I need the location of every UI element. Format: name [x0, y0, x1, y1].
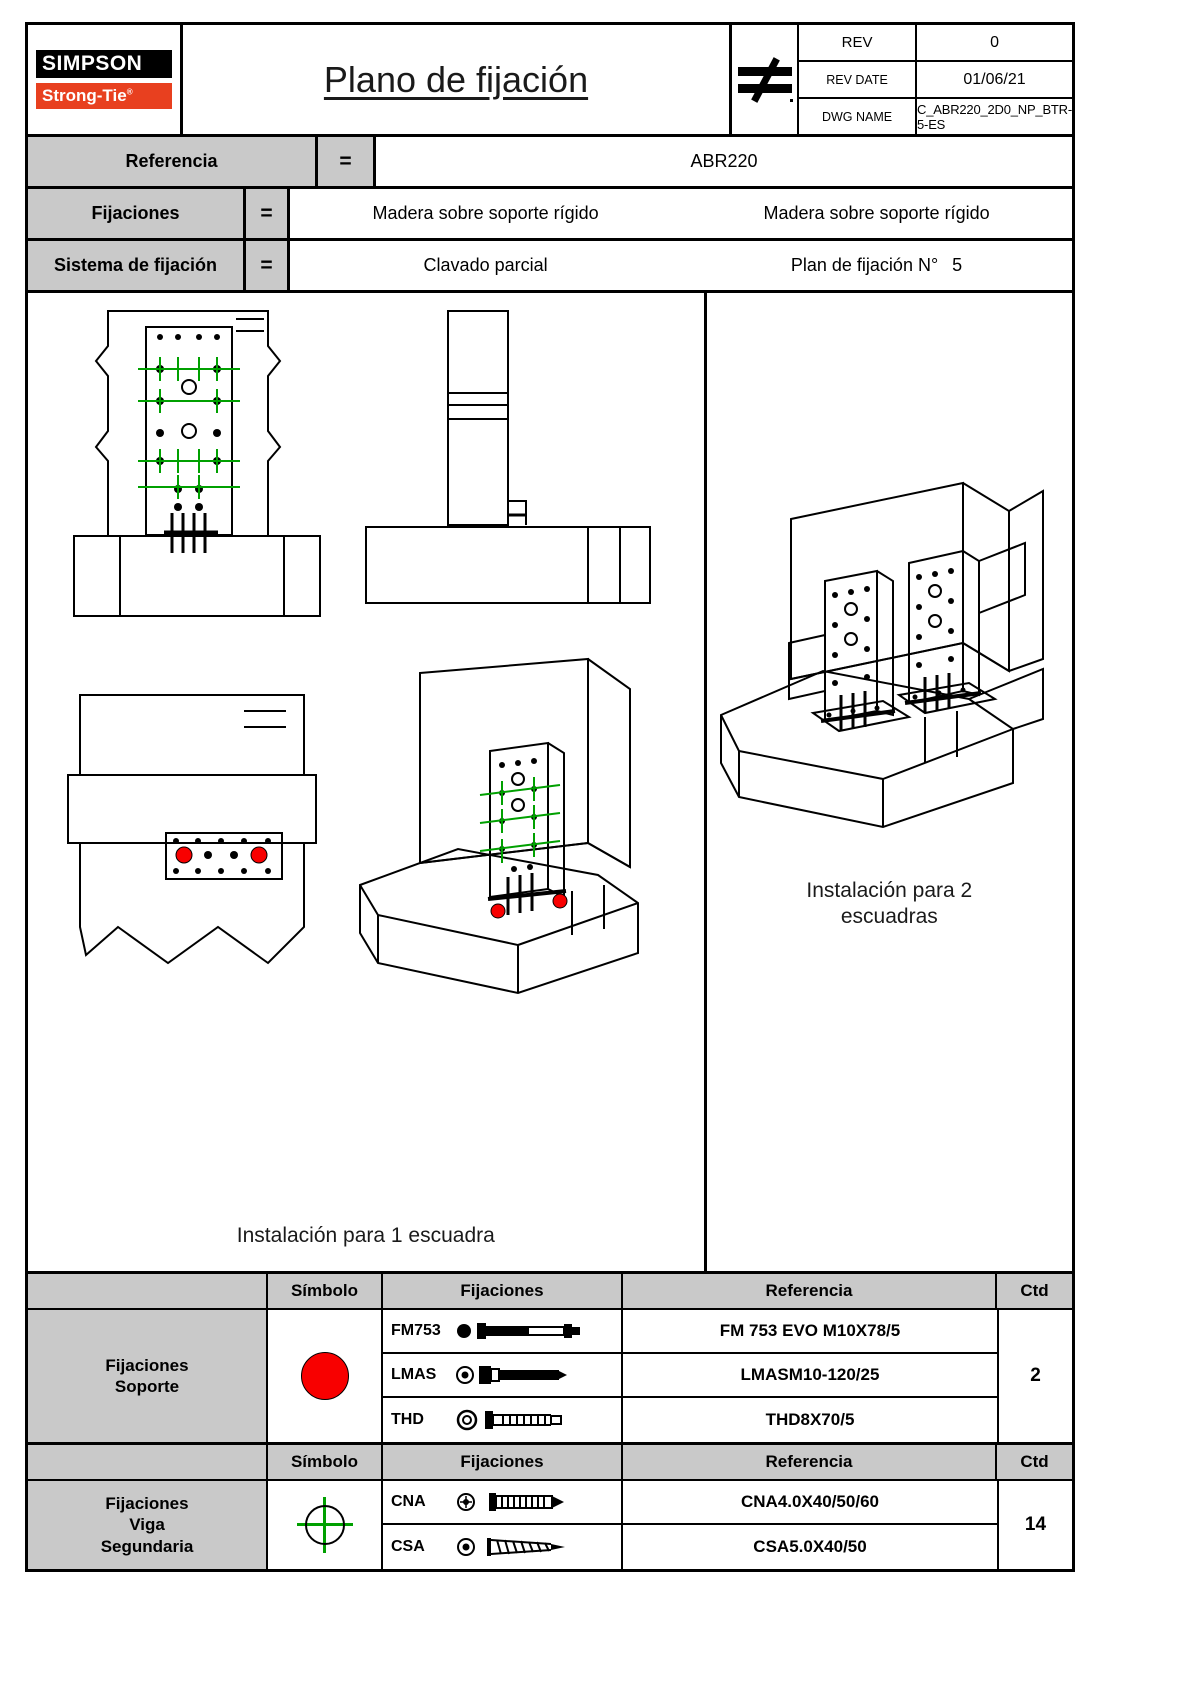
equals-sign: =: [246, 189, 290, 238]
legend-header-blank: [28, 1445, 268, 1479]
table-row: [383, 1481, 997, 1525]
legend-table-beam: [28, 1445, 1072, 1569]
legend-symbol-support: [268, 1310, 383, 1442]
caption-one-bracket: Instalación para 1 escuadra: [236, 1223, 495, 1247]
table-row: [383, 1398, 997, 1442]
red-filled-circle-icon: [301, 1352, 349, 1400]
legend-header-qty: Ctd: [1020, 1281, 1049, 1300]
table-row: [383, 1525, 997, 1569]
rev-date-label: REV DATE: [799, 62, 917, 97]
legend-body-support: [28, 1310, 1072, 1442]
legend-header-row: [28, 1445, 1072, 1481]
fixing-reference: CNA4.0X40/50/60: [741, 1492, 879, 1511]
rev-label: REV: [799, 25, 917, 60]
not-equal-icon: [736, 60, 794, 100]
legend-body-beam: [28, 1481, 1072, 1569]
info-row-fijaciones: [28, 189, 1072, 241]
fijaciones-label: Fijaciones: [28, 189, 246, 238]
legend-symbol-beam: [268, 1481, 383, 1569]
page-title-text: Plano de fijación: [323, 58, 589, 100]
equals-sign: =: [318, 137, 376, 186]
caption-two-brackets-line2: escuadras: [840, 905, 938, 929]
legend-header-row: [28, 1274, 1072, 1310]
fixing-reference: CSA5.0X40/50: [753, 1537, 867, 1556]
fixing-name-cell: [383, 1310, 623, 1352]
legend-rows-support: [383, 1310, 997, 1442]
revision-block: [732, 25, 1072, 134]
plan-number-group: [791, 255, 962, 276]
fixing-name-cell: [383, 1354, 623, 1396]
logo-strongtie-label: Strong-Tie: [42, 86, 127, 105]
registered-mark-icon: ®: [126, 87, 133, 97]
legend-header-blank: [28, 1274, 268, 1308]
fixing-reference: FM 753 EVO M10X78/5: [719, 1321, 901, 1340]
revision-grid: [799, 25, 1072, 134]
legend-header-symbol: Símbolo: [268, 1274, 383, 1308]
fixing-name-cell: [383, 1481, 623, 1523]
fixing-code: CNA: [391, 1493, 426, 1510]
legend-type-support-line1: Fijaciones: [105, 1355, 189, 1375]
hex-bolt-icon: [455, 1362, 585, 1388]
drawing-panel-two-brackets: [707, 293, 1072, 1271]
ring-nail-icon: [455, 1489, 585, 1515]
legend-header-symbol: Símbolo: [268, 1445, 383, 1479]
dwg-name-label: DWG NAME: [799, 99, 917, 134]
legend-type-beam-line2: Viga: [129, 1515, 165, 1535]
info-row-sistema: [28, 241, 1072, 293]
wood-screw-icon: [455, 1534, 585, 1560]
legend-type-beam-line3: Segundaria: [100, 1536, 194, 1556]
reference-value: ABR220: [690, 151, 758, 171]
bottom-view: [58, 683, 348, 1003]
table-row: [383, 1354, 997, 1398]
sistema-value: Clavado parcial: [423, 255, 548, 275]
rev-date-value: 01/06/21: [963, 70, 1026, 88]
legend-rows-beam: [383, 1481, 997, 1569]
reference-label: Referencia: [28, 137, 318, 186]
logo-strongtie-text: [36, 83, 172, 109]
legend-header-fixings: Fijaciones: [383, 1445, 623, 1479]
legend-header-qty: Ctd: [1020, 1452, 1049, 1471]
rev-value: 0: [990, 33, 999, 51]
threaded-screw-icon: [455, 1407, 585, 1433]
dwg-name-row: [799, 99, 1072, 134]
legend-type-beam: [28, 1481, 268, 1569]
legend-qty-support: 2: [997, 1310, 1072, 1442]
fixing-code: CSA: [391, 1538, 425, 1555]
equals-sign: =: [246, 241, 290, 290]
legend-header-reference: Referencia: [623, 1274, 997, 1308]
legend-type-beam-line1: Fijaciones: [105, 1494, 189, 1514]
revision-row: [799, 25, 1072, 62]
legend-table-support: [28, 1274, 1072, 1445]
isometric-view-one-bracket: [338, 653, 678, 1033]
fixing-code: THD: [391, 1411, 424, 1428]
logo-simpson-text: SIMPSON: [36, 50, 172, 78]
legend-qty-beam: 14: [997, 1481, 1072, 1569]
revision-date-row: [799, 62, 1072, 99]
side-elevation-view: [358, 301, 658, 631]
title-block: [28, 25, 1072, 137]
fixing-name-cell: [383, 1398, 623, 1442]
front-elevation-view: [68, 301, 328, 631]
not-equal-symbol-cell: [732, 25, 799, 134]
legend-header-fixings: Fijaciones: [383, 1274, 623, 1308]
legend-header-reference: Referencia: [623, 1445, 997, 1479]
fixing-name-cell: [383, 1525, 623, 1569]
drawing-panel-one-bracket: [28, 293, 707, 1271]
plan-number-value: 5: [952, 255, 963, 275]
drawing-area: [28, 293, 1072, 1274]
page-title: [183, 25, 732, 134]
sistema-label: Sistema de fijación: [28, 241, 246, 290]
green-crosshair-circle-icon: [297, 1497, 353, 1553]
plan-number-cell: [681, 241, 1072, 290]
table-row: [383, 1310, 997, 1354]
isometric-view-two-brackets: [713, 463, 1063, 863]
fijaciones-value-left: Madera sobre soporte rígido: [372, 203, 599, 223]
info-row-reference: [28, 137, 1072, 189]
anchor-bolt-icon: [455, 1318, 585, 1344]
legend-type-support: [28, 1310, 268, 1442]
legend-type-support-line2: Soporte: [114, 1377, 180, 1396]
fixing-reference: LMASM10-120/25: [740, 1365, 880, 1384]
fixing-code: FM753: [391, 1322, 441, 1339]
dwg-name-value: C_ABR220_2D0_NP_BTR-5-ES: [917, 101, 1072, 132]
plan-number-label: Plan de fijación N°: [790, 255, 939, 275]
caption-two-brackets: [707, 878, 1072, 931]
fixing-code: LMAS: [391, 1366, 437, 1383]
brand-logo: [28, 25, 183, 134]
sheet-border: [25, 22, 1075, 1572]
fixing-reference: THD8X70/5: [765, 1410, 855, 1429]
caption-two-brackets-line1: Instalación para 2: [806, 879, 973, 902]
fijaciones-value-right: Madera sobre soporte rígido: [763, 203, 990, 223]
